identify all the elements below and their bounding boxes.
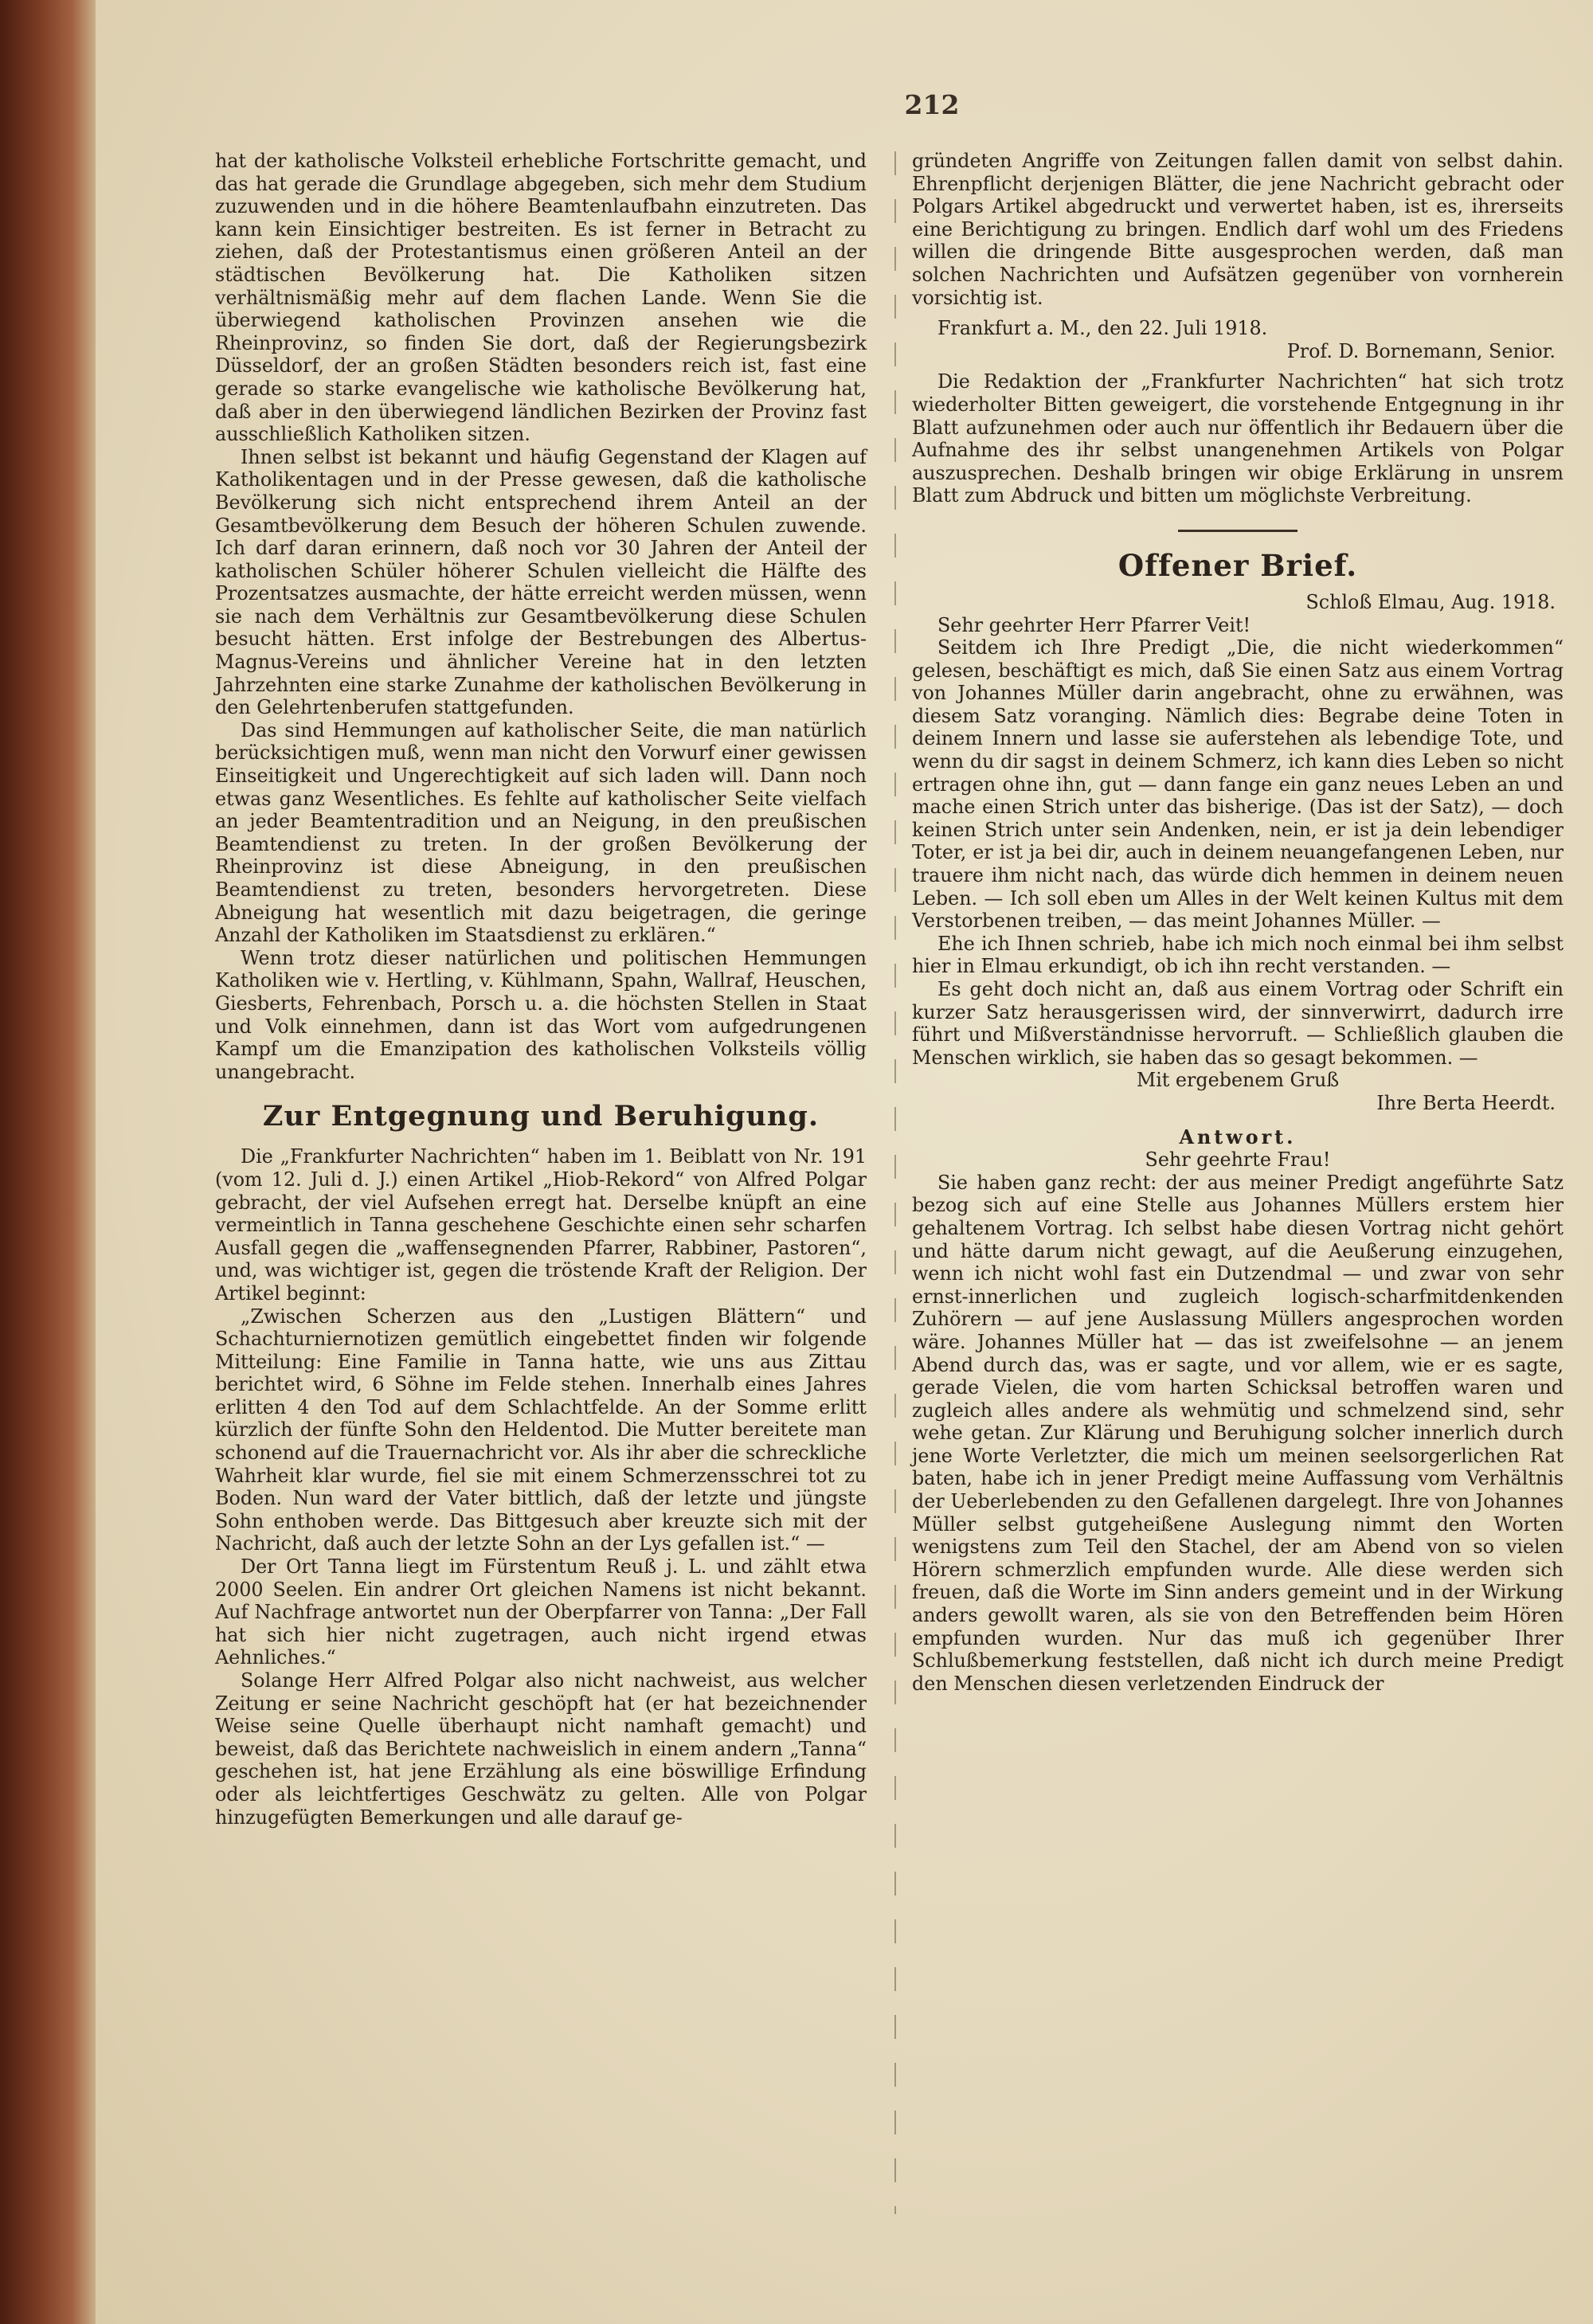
- signature-bornemann: Prof. D. Bornemann, Senior.: [1286, 339, 1556, 362]
- newspaper-page: [96, 0, 1593, 2324]
- answer-heading: Antwort.: [1179, 1125, 1297, 1148]
- right-paragraph-5: Es geht doch nicht an, daß aus einem Vortrag oder Schrift ein kurzer Satz herausgerissen wird, der sinnverwirrt, dadurch irre führt und Mißverständnisse hervorruft. — Schließlich glauben die Menschen wirklich, sie haben das so gesagt bekommen. —: [912, 978, 1564, 1069]
- right-paragraph-1: gründeten Angriffe von Zeitungen fallen damit von selbst dahin. Ehrenpflicht derjenigen Blätter, die jene Nachricht gebracht oder Polgars Artikel abgedruckt und verwertet haben, ist es, ihrerseits eine Berichtigung zu bringen. Endlich darf wohl um des Friedens willen die dringende Bitte ausgesprochen werden, daß man solchen Nachrichten und Aufsätzen gegenüber von vornherein vorsichtig ist.: [912, 150, 1564, 309]
- letter-closing: Mit ergebenem Gruß: [1136, 1069, 1340, 1092]
- right-paragraph-3: Seitdem ich Ihre Predigt „Die, die nicht wiederkommen“ gelesen, beschäftigt es mich, daß Sie einen Satz aus einem Vortrag von Johannes Müller darin angebracht, ohne zu erwähnen, was diesem Satz voranging. Nämlich dies: Begrabe deine Toten in deinem Innern und lasse sie auferstehen als lebendige Tote, und wenn du dir sagst in deinem Schmerz, ich kann dies Leben so nicht ertragen ohne ihn, gut — dann fange ein ganz neues Leben an und mache einen Strich unter das bisherige. (Das ist der Satz), — doch keinen Strich unter sein Andenken, nein, er ist ja dein lebendiger Toter, er ist ja bei dir, auch in deinem neuangefangenen Leben, nur trauere ihm nicht nach, das würde dich hemmen in deinem neuen Leben. — Ich soll eben um Alles in der Welt keinen Kultus mit dem Verstorbenen treiben, — das meint Johannes Müller. —: [912, 636, 1564, 933]
- right-paragraph-2: Die Redaktion der „Frankfurter Nachrichten“ hat sich trotz wiederholter Bitten geweigert, die vorstehende Entgegnung in ihr Blatt aufzunehmen oder auch nur öffentlich ihr Bedauern über die Aufnahme des ihr selbst unangenehmen Artikels von Polgar auszusprechen. Deshalb bringen wir obige Erklärung in unsrem Blatt zum Abdruck und bitten um möglichste Verbreitung.: [912, 370, 1564, 507]
- left-paragraph-1: hat der katholische Volksteil erhebliche Fortschritte gemacht, und das hat gerade die Grundlage abgegeben, sich mehr dem Studium zuzuwenden und in die höhere Beamtenlaufbahn einzutreten. Das kann kein Einsichtiger bestreiten. Es ist ferner in Betracht zu ziehen, daß der Protestantismus einen größeren Anteil an der städtischen Bevölkerung hat. Die Katholiken sitzen verhältnismäßig mehr auf dem flachen Lande. Wenn Sie die überwiegend katholischen Provinzen ansehen wie die Rheinprovinz, so finden Sie dort, daß der Regierungsbezirk Düsseldorf, der an großen Städten besonders reich ist, fast eine gerade so starke evangelische wie katholische Bevölkerung hat, daß aber in den überwiegend ländlichen Bezirken der Provinz fast ausschließlich Katholiken sitzen.: [215, 150, 867, 446]
- letter-place-date: Schloß Elmau, Aug. 1918.: [1305, 590, 1556, 613]
- left-paragraph-2: Ihnen selbst ist bekannt und häufig Gegenstand der Klagen auf Katholikentagen und in der Presse gewesen, daß die katholische Bevölkerung sich nicht entsprechend ihrem Anteil an der Gesamtbevölkerung dem Besuch der höheren Schulen zuwende. Ich darf daran erinnern, daß noch vor 30 Jahren der Anteil der katholischen Schüler höherer Schulen vielleicht die Hälfte des Prozentsatzes ausmachte, der hätte erreicht werden müssen, wenn sie nach dem Verhältnis zur Gesamtbevölkerung diese Schulen besucht hätten. Erst infolge der Bestrebungen des Albertus-Magnus-Vereins und ähnlicher Vereine hat in den letzten Jahrzehnten eine starke Zunahme der katholischen Bevölkerung in den Gelehrtenberufen stattgefunden.: [215, 445, 867, 719]
- left-paragraph-8: Solange Herr Alfred Polgar also nicht nachweist, aus welcher Zeitung er seine Nachricht geschöpft hat (er hat bezeichnender Weise seine Quelle überhaupt nicht namhaft gemacht) und beweist, daß das Berichtete nachweislich in einem andern „Tanna“ geschehen ist, hat jene Erzählung als eine böswillige Erfindung oder als leichtfertiges Geschwätz zu gelten. Alle von Polgar hinzugefügten Bemerkungen und alle darauf ge-: [215, 1669, 867, 1829]
- section-divider: [1178, 530, 1297, 532]
- article-heading-entgegnung: Zur Entgegnung und Beruhigung.: [262, 1100, 820, 1133]
- left-paragraph-3: Das sind Hemmungen auf katholischer Seite, die man natürlich berücksichtigen muß, wenn man nicht den Vorwurf einer gewissen Einseitigkeit und Ungerechtigkeit auf sich laden will. Dann noch etwas ganz Wesentliches. Es fehlte auf katholischer Seite vielfach an jeder Beamtentradition und an Neigung, in den preußischen Beamtendienst zu treten. In der großen Bevölkerung der Rheinprovinz ist diese Abneigung, in den preußischen Beamtendienst zu treten, besonders hervorgetreten. Diese Abneigung hat wesentlich mit dazu beigetragen, die geringe Anzahl der Katholiken im Staatsdienst zu erklären.“: [215, 718, 867, 947]
- answer-salutation: Sehr geehrte Frau!: [1145, 1148, 1331, 1172]
- book-spine: [0, 0, 96, 2324]
- column-divider: [894, 151, 896, 2214]
- dateline: Frankfurt a. M., den 22. Juli 1918.: [937, 317, 1268, 340]
- left-paragraph-4: Wenn trotz dieser natürlichen und politischen Hemmungen Katholiken wie v. Hertling, v. Kühlmann, Spahn, Wallraf, Heuschen, Giesberts, Fehrenbach, Porsch u. a. die höchsten Stellen in Staat und Volk einnehmen, dann ist das Wort vom aufgedrungenen Kampf um die Emanzipation des katholischen Volksteils völlig unangebracht.: [215, 946, 867, 1083]
- article-heading-offener-brief: Offener Brief.: [1117, 547, 1358, 583]
- left-paragraph-7: Der Ort Tanna liegt im Fürstentum Reuß j. L. und zählt etwa 2000 Seelen. Ein andrer Ort gleichen Namens ist nicht bekannt. Auf Nachfrage antwortet nun der Oberpfarrer von Tanna: „Der Fall hat sich hier nicht zugetragen, auch nicht irgend etwas Aehnliches.“: [215, 1555, 867, 1669]
- right-paragraph-6: Sie haben ganz recht: der aus meiner Predigt angeführte Satz bezog sich auf eine Stelle aus Johannes Müllers erstem hier gehaltenem Vortrag. Ich selbst habe diesen Vortrag nicht gehört und hätte darum nicht gewagt, auf die Aeußerung einzugehen, wenn ich nicht wohl fast ein Dutzendmal — und zwar von sehr ernst-innerlichen und zugleich logisch-scharfmitdenkenden Zuhörern — auf jene Auslassung Müllers angesprochen worden wäre. Johannes Müller hat — das ist zweifelsohne — an jenem Abend durch das, was er sagte, und vor allem, wie er es sagte, gerade Vielen, die vom harten Schicksal betroffen waren und zugleich alles andere als wehmütig und schmelzend sind, sehr wehe getan. Zur Klärung und Beruhigung solcher innerlich durch jene Worte Verletzter, die mich um meinen seelsorgerlichen Rat baten, habe ich in jener Predigt meine Auffassung vom Verhältnis der Ueberlebenden zu den Gefallenen dargelegt. Ihre von Johannes Müller selbst gutgeheißene Auslegung nimmt den Worten wenigstens zum Teil den Stachel, der am Abend von so vielen Hörern schmerzlich empfunden wurde. Alle diese werden sich freuen, daß die Worte im Sinn anders gemeint und in der Wirkung anders gewollt waren, als sie von den Betreffenden beim Hören empfunden wurden. Nur das muß ich gegenüber Ihrer Schlußbemerkung feststellen, daß nicht ich durch meine Predigt den Menschen diesen verletzenden Eindruck der: [912, 1171, 1564, 1695]
- letter-signature: Ihre Berta Heerdt.: [1376, 1091, 1556, 1114]
- left-paragraph-5: Die „Frankfurter Nachrichten“ haben im 1. Beiblatt von Nr. 191 (vom 12. Juli d. J.) einen Artikel „Hiob-Rekord“ von Alfred Polgar gebracht, der viel Aufsehen erregt hat. Derselbe knüpft an eine vermeintlich in Tanna geschehene Geschichte einen sehr scharfen Ausfall gegen die „waffensegnenden Pfarrer, Rabbiner, Pastoren“, und, was wichtiger ist, gegen die tröstende Kraft der Religion. Der Artikel beginnt:: [215, 1145, 867, 1305]
- left-column: [215, 150, 867, 1829]
- page-number: 212: [904, 89, 960, 120]
- letter-salutation: Sehr geehrter Herr Pfarrer Veit!: [937, 613, 1251, 636]
- left-paragraph-6: „Zwischen Scherzen aus den „Lustigen Blättern“ und Schachturniernotizen gemütlich eingebettet finden wir folgende Mitteilung: Eine Familie in Tanna hatte, wie uns aus Zittau berichtet wird, 6 Söhne im Felde stehen. Innerhalb eines Jahres erlitten 4 den Tod auf dem Schlachtfelde. An der Somme erlitt kürzlich der fünfte Sohn den Heldentod. Die Mutter bereitete man schonend auf die Trauernachricht vor. Als ihr aber die schreckliche Wahrheit klar wurde, fiel sie mit einem Schmerzensschrei tot zu Boden. Nun ward der Vater bittlich, daß der letzte und jüngste Sohn enthoben werde. Das Bittgesuch aber kreuzte sich mit der Nachricht, daß auch der letzte Sohn an der Lys gefallen ist.“ —: [215, 1305, 867, 1555]
- right-paragraph-4: Ehe ich Ihnen schrieb, habe ich mich noch einmal bei ihm selbst hier in Elmau erkundigt, ob ich ihn recht verstanden. —: [912, 932, 1564, 978]
- right-column: [912, 150, 1564, 1695]
